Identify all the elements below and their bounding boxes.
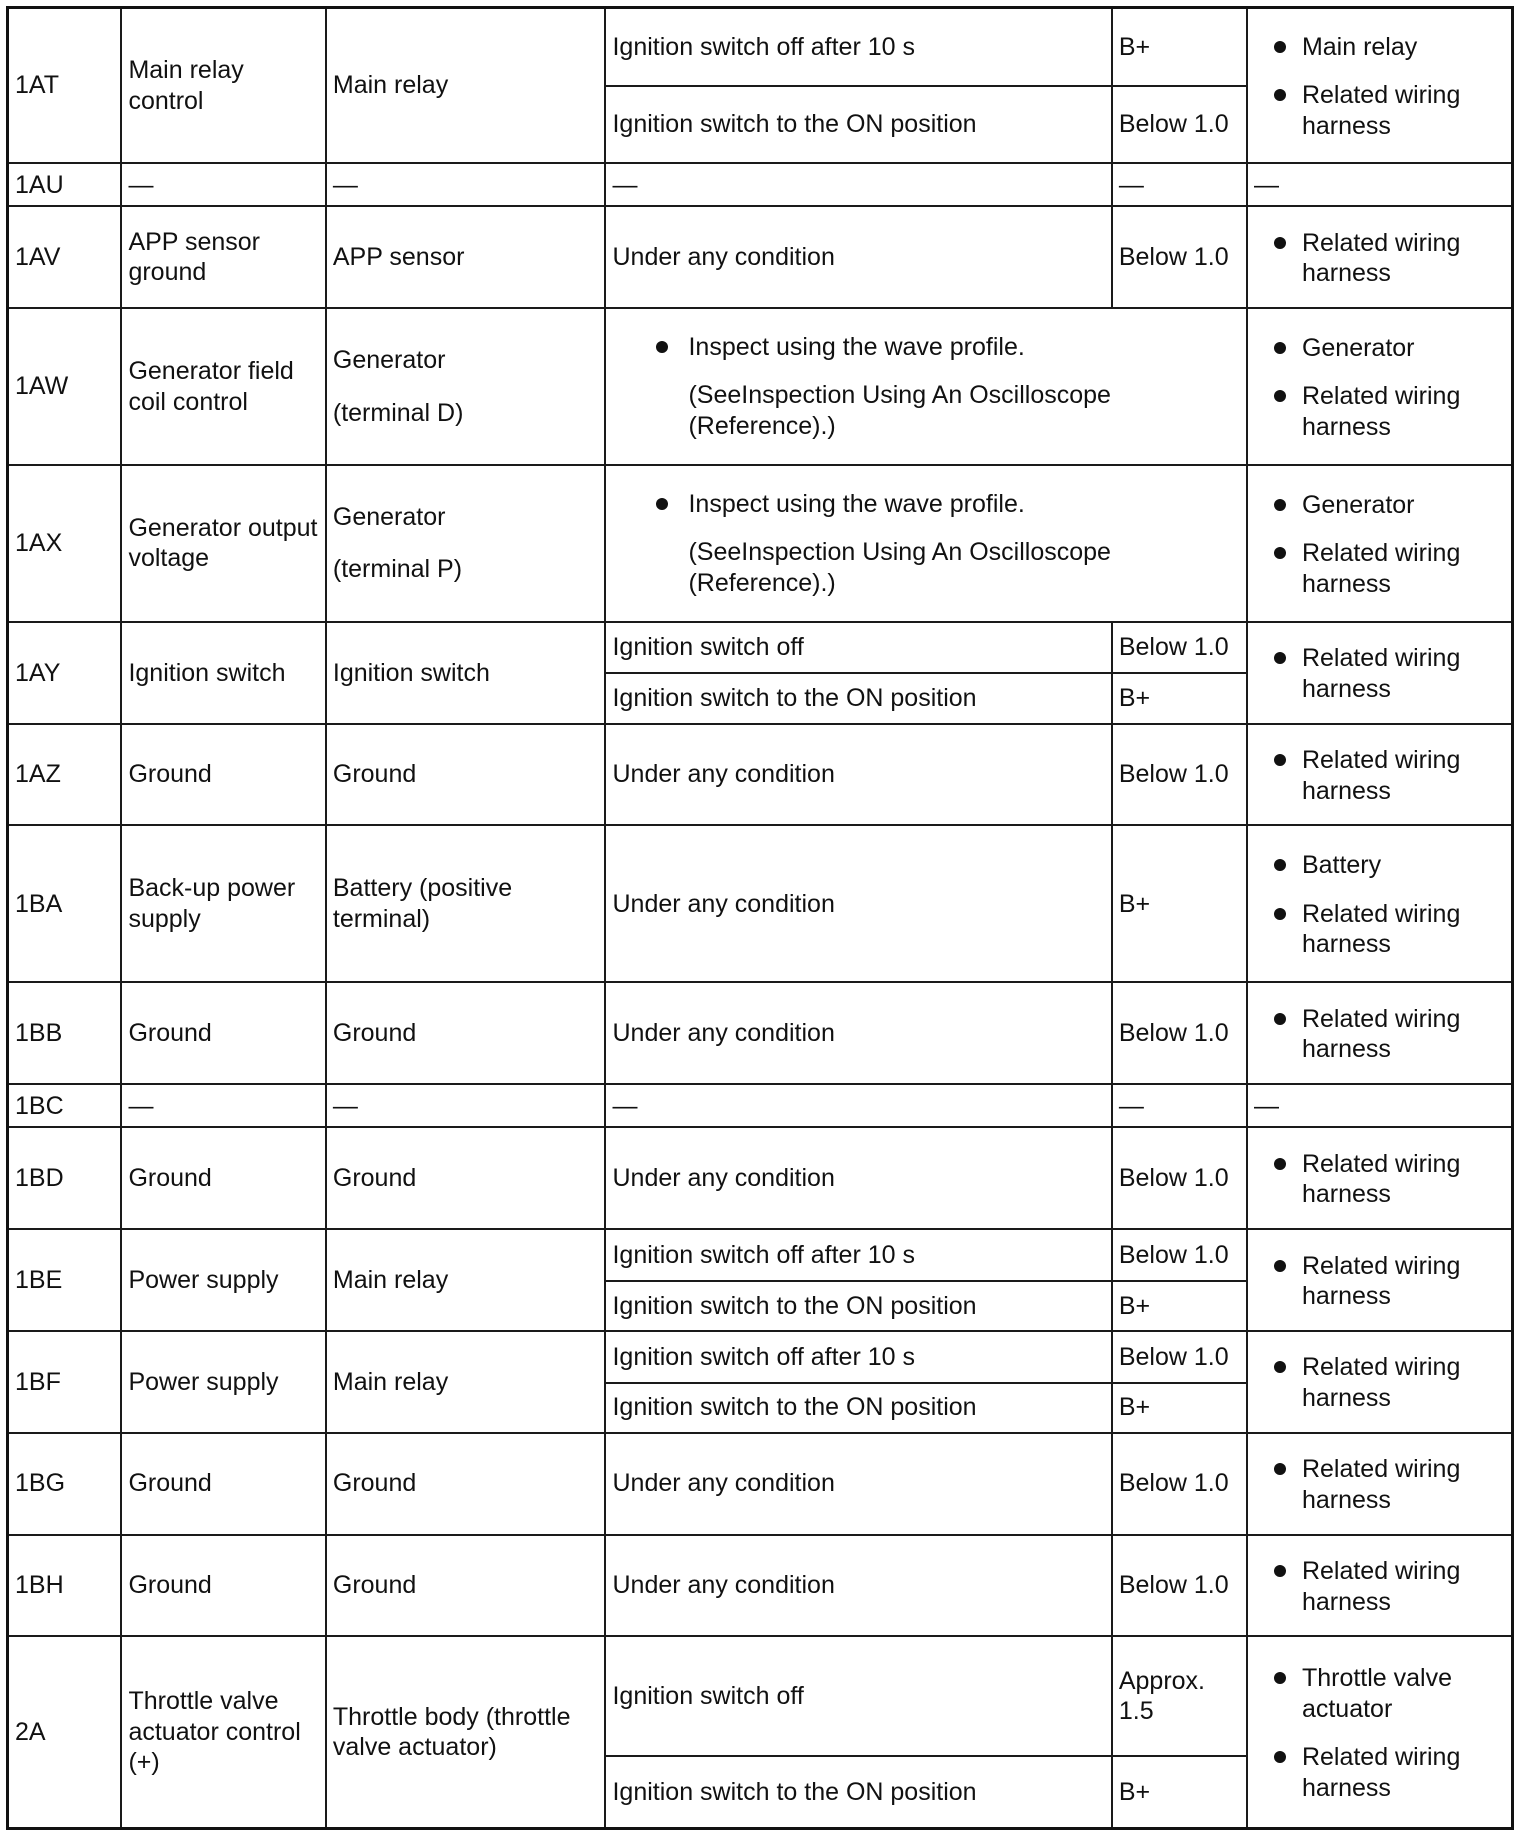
table-row bbox=[8, 1636, 1513, 1755]
signal-cell: Ground bbox=[121, 1535, 325, 1637]
inspection-item-label: Related wiring harness bbox=[1301, 746, 1461, 805]
terminal-cell: 1AV bbox=[8, 206, 122, 308]
signal-cell: APP sensor ground bbox=[121, 206, 325, 308]
inspection-item bbox=[1254, 1251, 1505, 1312]
bullet-icon bbox=[1274, 859, 1286, 871]
bullet-icon bbox=[1274, 1672, 1286, 1684]
bullet-icon bbox=[1274, 547, 1286, 559]
terminal-cell: 1AY bbox=[8, 622, 122, 724]
connected-to-cell: Battery (positive terminal) bbox=[326, 825, 606, 982]
table-row bbox=[8, 982, 1513, 1084]
inspection-item bbox=[1254, 1556, 1505, 1617]
inspection-item-label: Main relay bbox=[1301, 32, 1418, 61]
condition-cell: Ignition switch off after 10 s bbox=[605, 8, 1111, 86]
inspection-item-label: Generator bbox=[1301, 333, 1415, 362]
inspection-item bbox=[1254, 538, 1505, 599]
bullet-icon bbox=[1274, 1463, 1286, 1475]
bullet-icon bbox=[1274, 908, 1286, 920]
connected-to-cell: Ground bbox=[326, 982, 606, 1084]
bullet-icon bbox=[656, 498, 668, 510]
terminal-cell: 1AX bbox=[8, 465, 122, 622]
condition-cell: Under any condition bbox=[605, 1535, 1111, 1637]
dash-cell: — bbox=[605, 163, 1111, 206]
condition-cell: Ignition switch to the ON position bbox=[605, 86, 1111, 163]
condition-cell: Under any condition bbox=[605, 206, 1111, 308]
table-row bbox=[8, 1331, 1513, 1382]
inspection-item-label: Related wiring harness bbox=[1301, 1353, 1461, 1412]
inspection-cell bbox=[1247, 206, 1513, 308]
terminal-cell: 1BG bbox=[8, 1433, 122, 1535]
signal-cell: Power supply bbox=[121, 1331, 325, 1433]
signal-cell: Main relay control bbox=[121, 8, 325, 164]
voltage-cell: Below 1.0 bbox=[1112, 206, 1247, 308]
voltage-cell: Below 1.0 bbox=[1112, 86, 1247, 163]
connected-to-cell: Throttle body (throttle valve actuator) bbox=[326, 1636, 606, 1828]
terminal-cell: 2A bbox=[8, 1636, 122, 1828]
voltage-cell: Below 1.0 bbox=[1112, 724, 1247, 826]
connected-to-cell: Main relay bbox=[326, 1229, 606, 1331]
connected-to-cell: APP sensor bbox=[326, 206, 606, 308]
voltage-cell: Below 1.0 bbox=[1112, 1433, 1247, 1535]
voltage-cell: Below 1.0 bbox=[1112, 1331, 1247, 1382]
inspection-item bbox=[1254, 1454, 1505, 1515]
inspection-item bbox=[1254, 1663, 1505, 1724]
inspection-item bbox=[1254, 80, 1505, 141]
inspection-cell bbox=[1247, 1433, 1513, 1535]
signal-cell: Ground bbox=[121, 1127, 325, 1229]
voltage-cell: B+ bbox=[1112, 1281, 1247, 1331]
table-row bbox=[8, 163, 1513, 206]
terminal-cell: 1BE bbox=[8, 1229, 122, 1331]
table-row bbox=[8, 1535, 1513, 1637]
voltage-cell: Approx. 1.5 bbox=[1112, 1636, 1247, 1755]
inspection-cell bbox=[1247, 1535, 1513, 1637]
terminal-cell: 1BB bbox=[8, 982, 122, 1084]
connected-to-line: Generator bbox=[332, 502, 446, 531]
inspection-item-label: Related wiring harness bbox=[1301, 899, 1461, 959]
inspection-cell bbox=[1247, 724, 1513, 826]
inspection-item-label: Related wiring harness bbox=[1301, 1557, 1461, 1616]
bullet-icon bbox=[1274, 1260, 1286, 1272]
bullet-icon bbox=[1274, 499, 1286, 511]
condition-cell: Ignition switch off after 10 s bbox=[605, 1229, 1111, 1280]
condition-cell: Under any condition bbox=[605, 825, 1111, 982]
terminal-cell: 1AW bbox=[8, 308, 122, 465]
connected-to-cell bbox=[326, 465, 606, 622]
signal-cell: Ground bbox=[121, 724, 325, 826]
bullet-icon bbox=[1274, 1565, 1286, 1577]
bullet-icon bbox=[1274, 1158, 1286, 1170]
signal-cell: Back-up power supply bbox=[121, 825, 325, 982]
bullet-icon bbox=[1274, 754, 1286, 766]
inspection-item bbox=[1254, 333, 1505, 364]
signal-cell: Power supply bbox=[121, 1229, 325, 1331]
inspection-item-label: Related wiring harness bbox=[1301, 644, 1461, 703]
terminal-cell: 1BD bbox=[8, 1127, 122, 1229]
bullet-icon bbox=[1274, 390, 1286, 402]
bullet-icon bbox=[1274, 1361, 1286, 1373]
inspection-item-label: Related wiring harness bbox=[1301, 81, 1461, 140]
inspection-item bbox=[1254, 228, 1505, 289]
terminal-cell: 1BF bbox=[8, 1331, 122, 1433]
bullet-icon bbox=[1274, 1751, 1286, 1763]
voltage-cell: B+ bbox=[1112, 8, 1247, 86]
condition-cell: Under any condition bbox=[605, 1127, 1111, 1229]
terminal-cell: 1AU bbox=[8, 163, 122, 206]
inspection-cell bbox=[1247, 1331, 1513, 1433]
inspection-item bbox=[1254, 1352, 1505, 1413]
table-row bbox=[8, 206, 1513, 308]
condition-cell: Ignition switch to the ON position bbox=[605, 1756, 1111, 1829]
connected-to-line: Generator bbox=[332, 346, 446, 375]
bullet-icon bbox=[1274, 41, 1286, 53]
voltage-cell: Below 1.0 bbox=[1112, 1229, 1247, 1280]
inspection-item bbox=[1254, 899, 1505, 960]
inspection-item-label: Related wiring harness bbox=[1301, 228, 1461, 288]
connected-to-cell bbox=[326, 308, 606, 465]
voltage-cell: Below 1.0 bbox=[1112, 1127, 1247, 1229]
inspection-item-label: Battery bbox=[1301, 851, 1382, 880]
inspection-item-label: Related wiring harness bbox=[1301, 1149, 1461, 1209]
inspection-item-label: Related wiring harness bbox=[1301, 539, 1461, 598]
signal-cell: Ignition switch bbox=[121, 622, 325, 724]
waveform-cell bbox=[605, 465, 1246, 622]
condition-cell: Ignition switch to the ON position bbox=[605, 1281, 1111, 1331]
inspection-cell bbox=[1247, 1127, 1513, 1229]
inspection-item-label: Related wiring harness bbox=[1301, 1743, 1461, 1802]
signal-cell: Throttle valve actuator control (+) bbox=[121, 1636, 325, 1828]
bullet-icon bbox=[1274, 237, 1286, 249]
inspection-item bbox=[1254, 32, 1505, 63]
inspection-cell bbox=[1247, 308, 1513, 465]
signal-cell: Ground bbox=[121, 1433, 325, 1535]
inspection-item bbox=[1254, 1742, 1505, 1803]
table-row bbox=[8, 308, 1513, 465]
bullet-icon bbox=[1274, 1013, 1286, 1025]
connected-to-line: (terminal D) bbox=[332, 398, 464, 427]
connected-to-cell: Ground bbox=[326, 1535, 606, 1637]
condition-cell: Ignition switch to the ON position bbox=[605, 1383, 1111, 1433]
connected-to-cell: Ignition switch bbox=[326, 622, 606, 724]
inspection-cell bbox=[1247, 825, 1513, 982]
condition-cell: Ignition switch off bbox=[605, 622, 1111, 673]
terminal-voltage-table bbox=[6, 6, 1514, 1830]
inspection-cell bbox=[1247, 622, 1513, 724]
bullet-icon bbox=[1274, 652, 1286, 664]
connected-to-cell: Ground bbox=[326, 724, 606, 826]
voltage-cell: B+ bbox=[1112, 673, 1247, 723]
table-row bbox=[8, 622, 1513, 673]
inspection-item-label: Related wiring harness bbox=[1301, 382, 1461, 441]
connected-to-cell: Main relay bbox=[326, 1331, 606, 1433]
voltage-cell: Below 1.0 bbox=[1112, 1535, 1247, 1637]
dash-cell: — bbox=[121, 163, 325, 206]
connected-to-cell: Main relay bbox=[326, 8, 606, 164]
terminal-cell: 1AT bbox=[8, 8, 122, 164]
table-row bbox=[8, 724, 1513, 826]
dash-cell: — bbox=[1112, 163, 1247, 206]
dash-cell: — bbox=[326, 163, 606, 206]
terminal-cell: 1AZ bbox=[8, 724, 122, 826]
inspection-cell bbox=[1247, 8, 1513, 164]
signal-cell: Ground bbox=[121, 982, 325, 1084]
inspection-item bbox=[1254, 1149, 1505, 1210]
condition-cell: Under any condition bbox=[605, 724, 1111, 826]
dash-cell: — bbox=[121, 1084, 325, 1127]
condition-cell: Ignition switch off after 10 s bbox=[605, 1331, 1111, 1382]
wave-instruction: Inspect using the wave profile. bbox=[688, 332, 1025, 361]
signal-cell: Generator field coil control bbox=[121, 308, 325, 465]
bullet-icon bbox=[1274, 89, 1286, 101]
terminal-cell: 1BH bbox=[8, 1535, 122, 1637]
voltage-cell: Below 1.0 bbox=[1112, 622, 1247, 673]
inspection-item bbox=[1254, 850, 1505, 881]
dash-cell: — bbox=[1247, 1084, 1513, 1127]
wave-reference-link[interactable]: (SeeInspection Using An Oscilloscope (Reference).) bbox=[688, 381, 1111, 440]
inspection-cell bbox=[1247, 1636, 1513, 1828]
inspection-item bbox=[1254, 745, 1505, 806]
condition-cell: Under any condition bbox=[605, 1433, 1111, 1535]
inspection-item bbox=[1254, 381, 1505, 442]
connected-to-line: (terminal P) bbox=[332, 555, 463, 584]
voltage-cell: B+ bbox=[1112, 1756, 1247, 1829]
inspection-item-label: Generator bbox=[1301, 490, 1415, 519]
dash-cell: — bbox=[326, 1084, 606, 1127]
table-row bbox=[8, 8, 1513, 86]
voltage-cell: Below 1.0 bbox=[1112, 982, 1247, 1084]
inspection-item bbox=[1254, 490, 1505, 521]
connected-to-cell: Ground bbox=[326, 1433, 606, 1535]
inspection-cell bbox=[1247, 465, 1513, 622]
signal-cell: Generator output voltage bbox=[121, 465, 325, 622]
wave-reference-link[interactable]: (SeeInspection Using An Oscilloscope (Reference).) bbox=[688, 538, 1111, 597]
table-row bbox=[8, 1084, 1513, 1127]
terminal-cell: 1BA bbox=[8, 825, 122, 982]
terminal-cell: 1BC bbox=[8, 1084, 122, 1127]
table-row bbox=[8, 1433, 1513, 1535]
condition-cell: Ignition switch off bbox=[605, 1636, 1111, 1755]
connected-to-cell: Ground bbox=[326, 1127, 606, 1229]
inspection-item-label: Related wiring harness bbox=[1301, 1004, 1461, 1064]
inspection-item-label: Related wiring harness bbox=[1301, 1251, 1461, 1311]
bullet-icon bbox=[656, 341, 668, 353]
wave-instruction: Inspect using the wave profile. bbox=[688, 489, 1025, 518]
waveform-cell bbox=[605, 308, 1246, 465]
inspection-item-label: Throttle valve actuator bbox=[1301, 1664, 1452, 1723]
table-row bbox=[8, 465, 1513, 622]
table-row bbox=[8, 825, 1513, 982]
condition-cell: Ignition switch to the ON position bbox=[605, 673, 1111, 723]
dash-cell: — bbox=[1112, 1084, 1247, 1127]
inspection-cell bbox=[1247, 1229, 1513, 1331]
inspection-item bbox=[1254, 1004, 1505, 1065]
inspection-item bbox=[1254, 643, 1505, 704]
bullet-icon bbox=[1274, 342, 1286, 354]
inspection-item-label: Related wiring harness bbox=[1301, 1455, 1461, 1514]
dash-cell: — bbox=[1247, 163, 1513, 206]
table-row bbox=[8, 1229, 1513, 1280]
voltage-cell: B+ bbox=[1112, 1383, 1247, 1433]
voltage-cell: B+ bbox=[1112, 825, 1247, 982]
table-row bbox=[8, 1127, 1513, 1229]
dash-cell: — bbox=[605, 1084, 1111, 1127]
inspection-cell bbox=[1247, 982, 1513, 1084]
condition-cell: Under any condition bbox=[605, 982, 1111, 1084]
